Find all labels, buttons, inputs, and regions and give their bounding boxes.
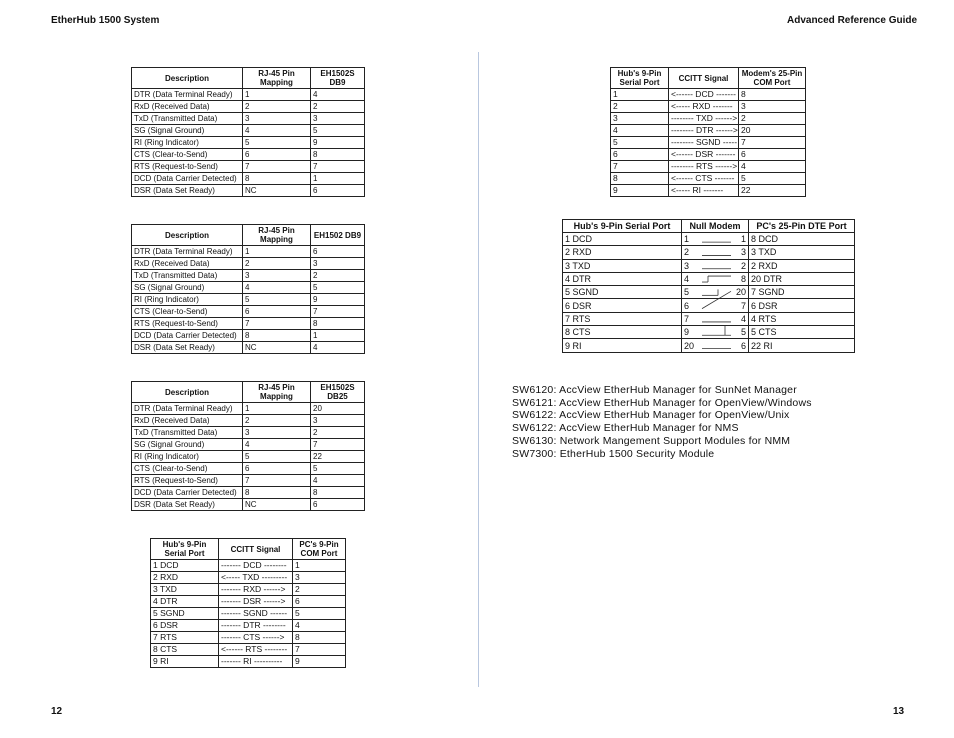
table-cell: NC <box>243 499 311 511</box>
table-cell: ------- SGND ------ <box>219 608 293 620</box>
table-row <box>563 246 855 259</box>
table-row <box>132 282 365 294</box>
table-row <box>563 259 855 272</box>
table-cell: 8 <box>311 487 365 499</box>
table-cell: 3 <box>243 270 311 282</box>
table-cell: DTR (Data Terminal Ready) <box>132 246 243 258</box>
table-cell: 9 <box>293 656 346 668</box>
table-cell: NC <box>243 185 311 197</box>
table-row <box>132 270 365 282</box>
table-row <box>611 173 806 185</box>
table-cell: 2 <box>293 584 346 596</box>
table-cell: 1 <box>682 233 713 246</box>
table-cell: <----- RI ------- <box>669 185 739 197</box>
table-cell: 4 <box>739 161 806 173</box>
table-header-row <box>563 220 855 233</box>
column-header: PC's 25-Pin DTE Port <box>749 220 855 233</box>
table-cell: RI (Ring Indicator) <box>132 137 243 149</box>
table-row <box>151 656 346 668</box>
table-row <box>611 113 806 125</box>
rj45-db25-table-eh1502s <box>131 381 365 511</box>
table-cell: 4 RTS <box>749 312 855 325</box>
table-cell: 4 DTR <box>151 596 219 608</box>
column-header: RJ-45 Pin Mapping <box>243 68 311 89</box>
table-cell: 1 <box>243 89 311 101</box>
table-cell: <----- RXD ------- <box>669 101 739 113</box>
column-header: Description <box>132 68 243 89</box>
table-cell: DSR (Data Set Ready) <box>132 342 243 354</box>
table-cell: ------- CTS ------> <box>219 632 293 644</box>
table-cell: 7 RTS <box>563 312 682 325</box>
table-row <box>151 632 346 644</box>
table-cell: 3 <box>293 572 346 584</box>
table-cell: 6 <box>293 596 346 608</box>
table-cell: 7 RTS <box>151 632 219 644</box>
table-cell: 7 <box>311 161 365 173</box>
table-cell: <------ DCD ------- <box>669 89 739 101</box>
table-cell: DCD (Data Carrier Detected) <box>132 173 243 185</box>
table-cell: SG (Signal Ground) <box>132 282 243 294</box>
table-cell: 5 <box>293 608 346 620</box>
page-number-right: 13 <box>893 706 905 717</box>
table-row <box>611 161 806 173</box>
table-cell: 3 <box>311 258 365 270</box>
column-header: RJ-45 Pin Mapping <box>243 225 311 246</box>
table-row <box>563 312 855 325</box>
table-row <box>563 299 855 312</box>
table-row <box>563 272 855 285</box>
table-row <box>611 125 806 137</box>
table-cell: 4 <box>311 342 365 354</box>
table-row <box>132 101 365 113</box>
table-cell: 20 DTR <box>749 272 855 285</box>
list-item: SW6121: AccView EtherHub Manager for OpenView/Windows <box>512 396 812 409</box>
column-header: EH1502S DB9 <box>311 68 365 89</box>
table-cell: 4 <box>311 475 365 487</box>
list-item: SW6120: AccView EtherHub Manager for SunNet Manager <box>512 384 797 396</box>
table-cell: 6 DSR <box>151 620 219 632</box>
table-cell: 5 <box>311 282 365 294</box>
table-row <box>151 596 346 608</box>
table-cell: 8 <box>243 330 311 342</box>
table-cell: 1 DCD <box>563 233 682 246</box>
table-cell: 6 <box>611 149 669 161</box>
table-row <box>151 560 346 572</box>
table-row <box>132 246 365 258</box>
table-row <box>563 286 855 299</box>
table-row <box>611 89 806 101</box>
table-cell: 5 <box>713 326 749 339</box>
table-cell: 8 <box>713 272 749 285</box>
column-header: Hub's 9-Pin Serial Port <box>563 220 682 233</box>
column-header: CCITT Signal <box>669 68 739 89</box>
column-header: CCITT Signal <box>219 539 293 560</box>
table-cell: SG (Signal Ground) <box>132 439 243 451</box>
rj45-db9-table-eh1502s <box>131 67 365 197</box>
table-cell: 22 <box>739 185 806 197</box>
table-cell: 9 <box>311 137 365 149</box>
table-row <box>132 149 365 161</box>
table-cell: 3 <box>243 113 311 125</box>
table-cell: 7 <box>311 439 365 451</box>
table-cell: -------- SGND ----- <box>669 137 739 149</box>
table-cell: 2 <box>713 259 749 272</box>
table-cell: 3 <box>311 415 365 427</box>
table-row <box>132 475 365 487</box>
table-cell: 22 RI <box>749 339 855 352</box>
column-header: Modem's 25-Pin COM Port <box>739 68 806 89</box>
list-item: SW6122: AccView EtherHub Manager for OpenView/Unix <box>512 409 790 422</box>
table-cell: 5 <box>243 294 311 306</box>
hub-to-pc-9pin-table <box>150 538 346 668</box>
table-header-row <box>611 68 806 89</box>
table-cell: 5 <box>243 451 311 463</box>
table-cell: 8 <box>611 173 669 185</box>
table-cell: 3 <box>739 101 806 113</box>
table-cell: 8 CTS <box>563 326 682 339</box>
table-cell: 4 <box>243 125 311 137</box>
table-cell: ------- DTR -------- <box>219 620 293 632</box>
table-cell: 22 <box>311 451 365 463</box>
table-cell: TxD (Transmitted Data) <box>132 113 243 125</box>
table-row <box>151 620 346 632</box>
table-cell: <------ DSR ------- <box>669 149 739 161</box>
column-header: EH1502 DB9 <box>311 225 365 246</box>
table-cell: DTR (Data Terminal Ready) <box>132 403 243 415</box>
table-row <box>132 306 365 318</box>
table-cell: 9 <box>682 326 713 339</box>
table-cell: 6 <box>243 463 311 475</box>
table-cell: 6 DSR <box>563 299 682 312</box>
table-row <box>132 330 365 342</box>
table-cell: RxD (Received Data) <box>132 101 243 113</box>
null-modem-table <box>562 219 855 353</box>
table-row <box>132 318 365 330</box>
table-cell: ------- RI ---------- <box>219 656 293 668</box>
table-cell: 2 RXD <box>151 572 219 584</box>
table-cell: 7 <box>739 137 806 149</box>
table-cell: 8 <box>243 173 311 185</box>
table-row <box>151 584 346 596</box>
table-cell: 4 <box>611 125 669 137</box>
table-cell: ------- DCD -------- <box>219 560 293 572</box>
table-cell: 4 DTR <box>563 272 682 285</box>
software-list <box>512 384 812 460</box>
table-cell: 7 <box>243 161 311 173</box>
table-cell: 1 <box>243 246 311 258</box>
table-cell: 7 <box>713 299 749 312</box>
table-cell: 2 <box>311 101 365 113</box>
table-cell: RI (Ring Indicator) <box>132 451 243 463</box>
table-row <box>151 644 346 656</box>
table-cell: 3 <box>682 259 713 272</box>
table-cell: CTS (Clear-to-Send) <box>132 463 243 475</box>
table-cell: 6 <box>311 246 365 258</box>
table-row <box>132 258 365 270</box>
table-cell: 7 <box>611 161 669 173</box>
table-cell: 6 <box>311 185 365 197</box>
table-cell: 5 <box>243 137 311 149</box>
table-cell: 5 SGND <box>563 286 682 299</box>
table-cell: DCD (Data Carrier Detected) <box>132 487 243 499</box>
table-cell: 2 <box>311 270 365 282</box>
table-cell: 8 <box>739 89 806 101</box>
table-row <box>611 149 806 161</box>
table-row <box>132 125 365 137</box>
table-cell: 1 <box>311 330 365 342</box>
list-item: SW7300: EtherHub 1500 Security Module <box>512 447 715 460</box>
table-row <box>563 326 855 339</box>
table-cell: TxD (Transmitted Data) <box>132 427 243 439</box>
table-cell: 20 <box>682 339 713 352</box>
table-cell: 1 DCD <box>151 560 219 572</box>
table-row <box>132 161 365 173</box>
table-cell: 6 <box>243 149 311 161</box>
table-cell: 3 TXD <box>563 259 682 272</box>
table-cell: 1 <box>243 403 311 415</box>
table-cell: 7 SGND <box>749 286 855 299</box>
table-cell: 4 <box>293 620 346 632</box>
table-cell: 8 <box>293 632 346 644</box>
table-row <box>611 185 806 197</box>
column-header: RJ-45 Pin Mapping <box>243 382 311 403</box>
table-row <box>132 403 365 415</box>
table-cell: CTS (Clear-to-Send) <box>132 149 243 161</box>
table-row <box>132 439 365 451</box>
table-row <box>132 113 365 125</box>
table-row <box>151 608 346 620</box>
table-cell: 6 <box>311 499 365 511</box>
table-cell: DCD (Data Carrier Detected) <box>132 330 243 342</box>
table-cell: 7 <box>311 306 365 318</box>
table-cell: ------- RXD ------> <box>219 584 293 596</box>
table-cell: 2 RXD <box>563 246 682 259</box>
table-cell: RTS (Request-to-Send) <box>132 475 243 487</box>
table-header-row <box>132 382 365 403</box>
table-cell: 2 <box>243 101 311 113</box>
table-cell: 9 <box>611 185 669 197</box>
table-row <box>132 463 365 475</box>
table-header-row <box>151 539 346 560</box>
table-cell: -------- RTS ------> <box>669 161 739 173</box>
table-cell: DTR (Data Terminal Ready) <box>132 89 243 101</box>
table-header-row <box>132 225 365 246</box>
table-cell: 7 <box>293 644 346 656</box>
table-cell: 5 <box>311 463 365 475</box>
table-row <box>132 294 365 306</box>
table-cell: RTS (Request-to-Send) <box>132 318 243 330</box>
table-cell: 3 <box>311 113 365 125</box>
hub-to-modem-25pin-table <box>610 67 806 197</box>
column-header: EH1502S DB25 <box>311 382 365 403</box>
header-right: Advanced Reference Guide <box>787 15 918 26</box>
table-cell: 4 <box>243 282 311 294</box>
table-cell: 6 <box>713 339 749 352</box>
table-cell: 2 <box>243 415 311 427</box>
table-cell: -------- DTR ------> <box>669 125 739 137</box>
table-cell: 5 <box>611 137 669 149</box>
column-header: Null Modem <box>682 220 749 233</box>
list-item: SW6130: Network Mangement Support Modules for NMM <box>512 434 791 447</box>
table-row <box>132 487 365 499</box>
table-cell: 2 <box>311 427 365 439</box>
table-cell: 3 <box>243 427 311 439</box>
table-cell: 20 <box>713 286 749 299</box>
table-cell: 8 <box>311 318 365 330</box>
column-header: Description <box>132 382 243 403</box>
table-cell: CTS (Clear-to-Send) <box>132 306 243 318</box>
table-cell: 4 <box>682 272 713 285</box>
table-cell: <----- TXD --------- <box>219 572 293 584</box>
table-row <box>132 185 365 197</box>
table-cell: 3 <box>611 113 669 125</box>
table-cell: <------ CTS ------- <box>669 173 739 185</box>
table-cell: 3 TXD <box>749 246 855 259</box>
table-cell: 8 <box>243 487 311 499</box>
table-cell: 9 RI <box>563 339 682 352</box>
table-cell: 2 <box>243 258 311 270</box>
page-divider <box>478 52 479 687</box>
table-cell: 4 <box>713 312 749 325</box>
table-cell: 5 CTS <box>749 326 855 339</box>
table-cell: 5 <box>682 286 713 299</box>
table-cell: NC <box>243 342 311 354</box>
column-header: PC's 9-Pin COM Port <box>293 539 346 560</box>
table-cell: 6 DSR <box>749 299 855 312</box>
table-row <box>132 427 365 439</box>
table-cell: 6 <box>739 149 806 161</box>
table-row <box>563 233 855 246</box>
table-cell: 5 <box>311 125 365 137</box>
table-row <box>132 342 365 354</box>
table-cell: 1 <box>311 173 365 185</box>
table-cell: DSR (Data Set Ready) <box>132 499 243 511</box>
table-cell: ------- DSR ------> <box>219 596 293 608</box>
column-header: Description <box>132 225 243 246</box>
table-cell: 20 <box>311 403 365 415</box>
table-cell: RI (Ring Indicator) <box>132 294 243 306</box>
table-cell: 4 <box>311 89 365 101</box>
table-row <box>132 499 365 511</box>
header-left: EtherHub 1500 System <box>51 15 160 26</box>
column-header: Hub's 9-Pin Serial Port <box>611 68 669 89</box>
table-cell: 2 RXD <box>749 259 855 272</box>
table-cell: 6 <box>682 299 713 312</box>
table-row <box>132 137 365 149</box>
table-row <box>611 137 806 149</box>
table-cell: 20 <box>739 125 806 137</box>
table-cell: DSR (Data Set Ready) <box>132 185 243 197</box>
table-cell: 8 DCD <box>749 233 855 246</box>
table-cell: 9 <box>311 294 365 306</box>
table-row <box>132 451 365 463</box>
table-cell: 1 <box>713 233 749 246</box>
table-cell: 2 <box>682 246 713 259</box>
table-cell: 4 <box>243 439 311 451</box>
table-header-row <box>132 68 365 89</box>
table-cell: <------ RTS -------- <box>219 644 293 656</box>
table-row <box>132 415 365 427</box>
list-item: SW6122: AccView EtherHub Manager for NMS <box>512 422 739 435</box>
table-cell: 2 <box>611 101 669 113</box>
table-row <box>132 173 365 185</box>
table-cell: 1 <box>611 89 669 101</box>
table-row <box>611 101 806 113</box>
table-cell: 5 SGND <box>151 608 219 620</box>
table-cell: 9 RI <box>151 656 219 668</box>
table-row <box>563 339 855 352</box>
table-cell: 3 <box>713 246 749 259</box>
table-cell: RxD (Received Data) <box>132 258 243 270</box>
table-cell: 7 <box>243 475 311 487</box>
table-cell: 8 <box>311 149 365 161</box>
table-cell: 7 <box>243 318 311 330</box>
table-cell: RTS (Request-to-Send) <box>132 161 243 173</box>
column-header: Hub's 9-Pin Serial Port <box>151 539 219 560</box>
table-cell: 8 CTS <box>151 644 219 656</box>
table-cell: 7 <box>682 312 713 325</box>
table-row <box>132 89 365 101</box>
table-row <box>151 572 346 584</box>
table-cell: 1 <box>293 560 346 572</box>
table-cell: 2 <box>739 113 806 125</box>
page-number-left: 12 <box>51 706 63 717</box>
rj45-db9-table-eh1502 <box>131 224 365 354</box>
table-cell: 5 <box>739 173 806 185</box>
table-cell: 3 TXD <box>151 584 219 596</box>
table-cell: -------- TXD ------> <box>669 113 739 125</box>
table-cell: 6 <box>243 306 311 318</box>
table-cell: SG (Signal Ground) <box>132 125 243 137</box>
table-cell: RxD (Received Data) <box>132 415 243 427</box>
table-cell: TxD (Transmitted Data) <box>132 270 243 282</box>
